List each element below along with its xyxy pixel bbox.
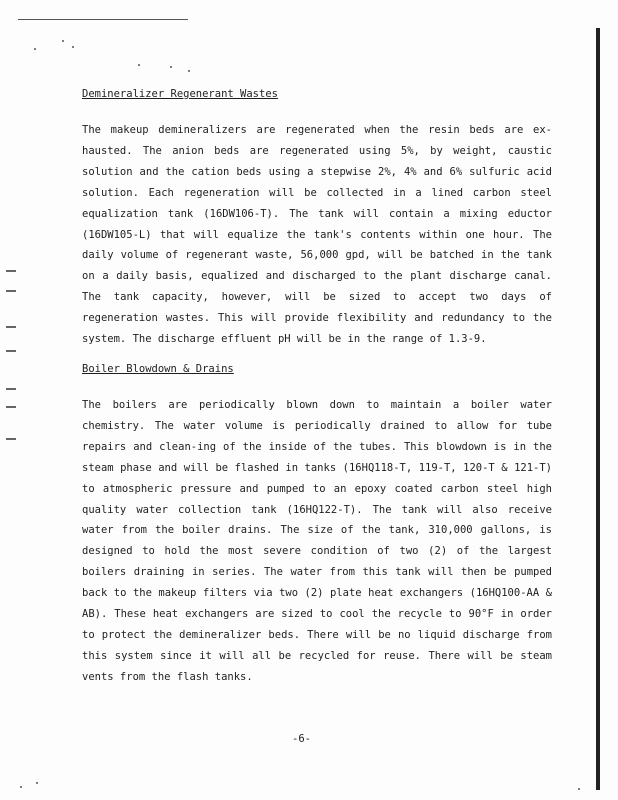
scan-margin-mark bbox=[6, 388, 16, 390]
scan-speck bbox=[20, 786, 22, 788]
scan-speck bbox=[36, 782, 38, 784]
scan-speck bbox=[170, 66, 172, 68]
scan-margin-mark bbox=[6, 438, 16, 440]
scan-speck bbox=[34, 48, 36, 50]
page-number: -6- bbox=[292, 733, 311, 745]
section-heading-boiler-blowdown: Boiler Blowdown & Drains bbox=[82, 363, 234, 375]
scan-margin-mark bbox=[6, 350, 16, 352]
scan-margin-mark bbox=[6, 270, 16, 272]
scan-speck bbox=[62, 40, 64, 42]
section-heading-demineralizer: Demineralizer Regenerant Wastes bbox=[82, 88, 278, 100]
paragraph-boiler-blowdown: The boilers are periodically blown down to maintain a boiler water chemistry. The water volume is periodically drained to allow for tube repairs and clean-ing of the inside of the tubes. This blowdown is in the steam phase and will be flashed in tanks (16HQ118-T, 119-T, 120-T & 121-T) to atmospheric pressure and pumped to an epoxy coated carbon steel high quality water collection tank (16HQ122-T). The tank will also receive water from the boiler drains. The size of the tank, 310,000 gallons, is designed to hold the most severe condition of two (2) of the largest boilers draining in series. The water from this tank will then be pumped back to the makeup filters via two (2) plate heat exchangers (16HQ100-AA & AB). These heat exchangers are sized to cool the recycle to 90°F in order to protect the demineralizer beds. There will be no liquid discharge from this system since it will all be recycled for reuse. There will be steam vents from the flash tanks. bbox=[82, 399, 552, 683]
scan-speck bbox=[72, 46, 74, 48]
scan-margin-mark bbox=[6, 326, 16, 328]
scan-speck bbox=[578, 788, 580, 790]
scan-margin-mark bbox=[6, 406, 16, 408]
scan-speck bbox=[188, 70, 190, 72]
scan-speck bbox=[138, 64, 140, 66]
scan-top-rule bbox=[18, 19, 188, 20]
scan-right-edge-bar bbox=[596, 28, 600, 790]
paragraph-demineralizer: The makeup demineralizers are regenerated when the resin beds are ex-hausted. The anion beds are regenerated using 5%, by weight, caustic solution and the cation beds using a stepwise 2%, 4% and 6% sulfuric acid solution. Each regeneration will be collected in a lined carbon steel equalization tank (16DW106-T). The tank will contain a mixing eductor (16DW105-L) that will equalize the tank's contents within one hour. The daily volume of regenerant waste, 56,000 gpd, will be batched in the tank on a daily basis, equalized and discharged to the plant discharge canal. The tank capacity, however, will be sized to accept two days of regeneration wastes. This will provide flexibility and redundancy to the system. The discharge effluent pH will be in the range of 1.3-9. bbox=[82, 124, 552, 346]
scan-margin-mark bbox=[6, 290, 16, 292]
